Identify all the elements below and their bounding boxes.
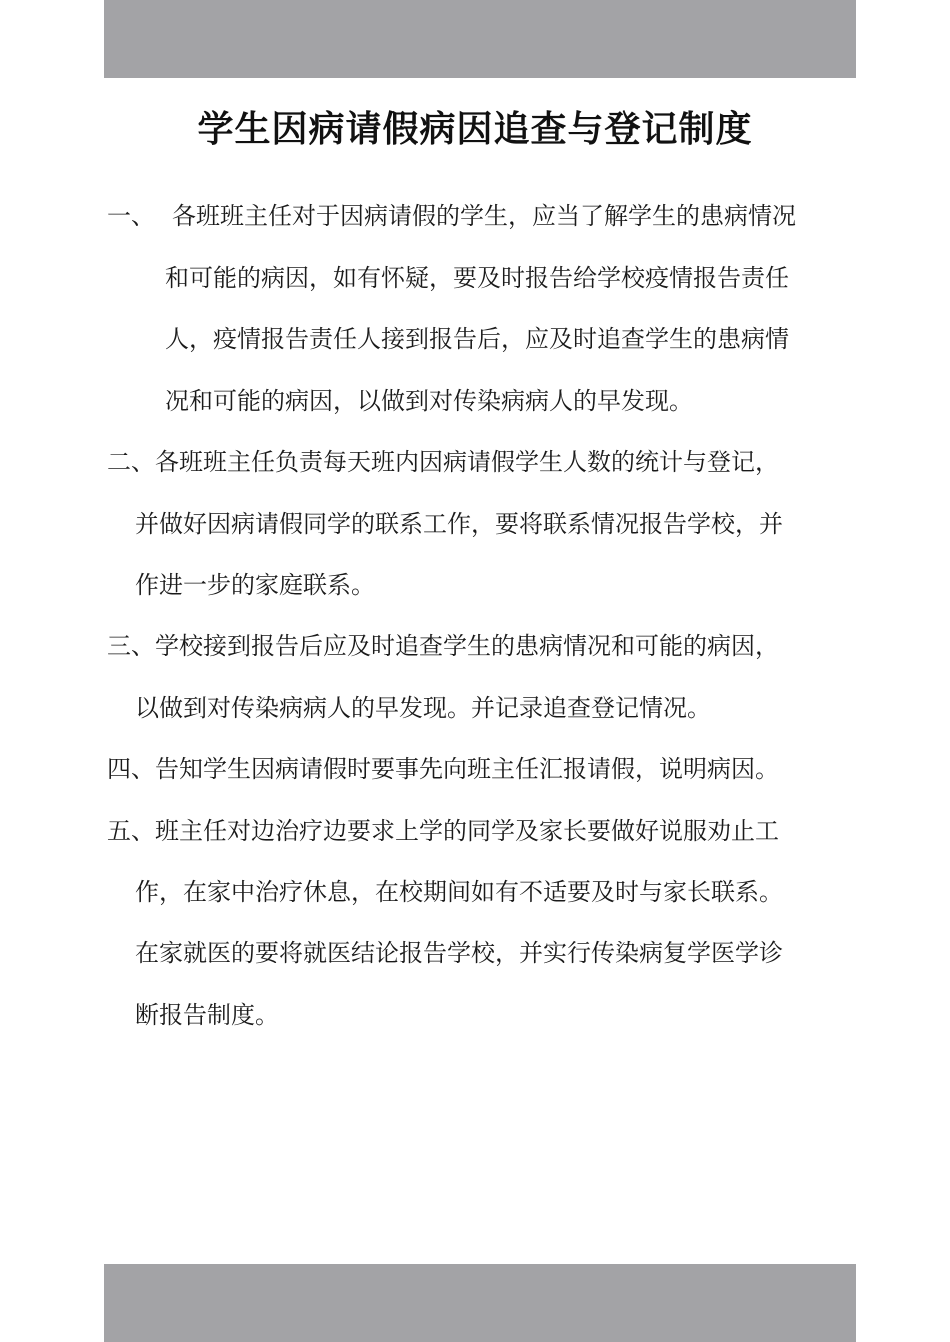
section-line: 三、学校接到报告后应及时追查学生的患病情况和可能的病因， <box>107 632 779 660</box>
section-line: 各班班主任对于因病请假的学生，应当了解学生的患病情况 <box>172 202 796 230</box>
section-line: 四、告知学生因病请假时要事先向班主任汇报请假，说明病因。 <box>107 755 779 783</box>
section-line: 二、各班班主任负责每天班内因病请假学生人数的统计与登记， <box>107 448 779 476</box>
section-line: 并做好因病请假同学的联系工作，要将联系情况报告学校，并 <box>135 510 783 538</box>
section-line: 在家就医的要将就医结论报告学校，并实行传染病复学医学诊 <box>135 939 783 967</box>
footer-band <box>104 1264 856 1342</box>
section-line: 作进一步的家庭联系。 <box>135 571 375 599</box>
section-line: 人，疫情报告责任人接到报告后，应及时追查学生的患病情 <box>165 325 789 353</box>
section-number: 一、 <box>107 202 155 230</box>
section-line: 作，在家中治疗休息，在校期间如有不适要及时与家长联系。 <box>135 878 783 906</box>
header-band <box>104 0 856 78</box>
section-line: 断报告制度。 <box>135 1001 279 1029</box>
section-line: 五、班主任对边治疗边要求上学的同学及家长要做好说服劝止工 <box>107 817 779 845</box>
section-line: 以做到对传染病病人的早发现。并记录追查登记情况。 <box>135 694 711 722</box>
page-title: 学生因病请假病因追查与登记制度 <box>197 109 753 151</box>
section-line: 况和可能的病因，以做到对传染病病人的早发现。 <box>165 387 693 415</box>
section-line: 和可能的病因，如有怀疑，要及时报告给学校疫情报告责任 <box>165 264 789 292</box>
